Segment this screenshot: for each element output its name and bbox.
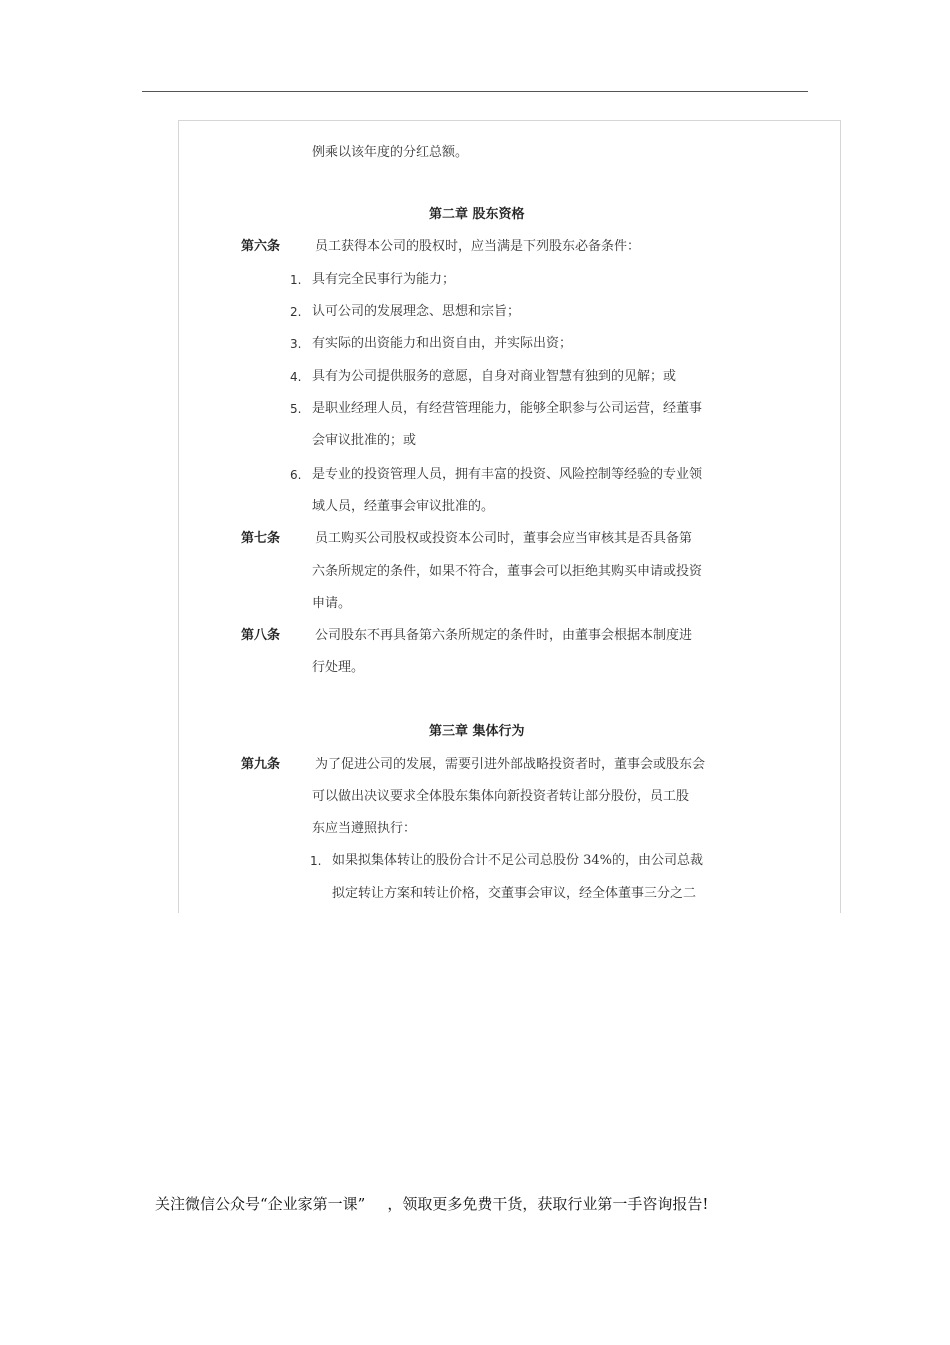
article6-item3-text: 有实际的出资能力和出资自由，并实际出资； bbox=[312, 336, 573, 351]
article8-line1: 公司股东不再具备第六条所规定的条件时，由董事会根据本制度进 bbox=[315, 628, 693, 643]
article6-item4-text: 具有为公司提供服务的意愿，自身对商业智慧有独到的见解；或 bbox=[312, 369, 677, 384]
article6-item5-num: 5. bbox=[290, 402, 302, 416]
article6-item3-num: 3. bbox=[290, 337, 302, 351]
intro-line: 例乘以该年度的分红总额。 bbox=[312, 145, 469, 160]
article9-item1-line2: 拟定转让方案和转让价格，交董事会审议，经全体董事三分之二 bbox=[332, 886, 697, 901]
document-page bbox=[178, 120, 841, 913]
article6-item6-num: 6. bbox=[290, 468, 302, 482]
article6-text: 员工获得本公司的股权时，应当满是下列股东必备条件： bbox=[315, 239, 641, 254]
article7-line2: 六条所规定的条件，如果不符合，董事会可以拒绝其购买申请或投资 bbox=[312, 564, 703, 579]
article7-line3: 申请。 bbox=[312, 596, 352, 611]
article7-line1: 员工购买公司股权或投资本公司时，董事会应当审核其是否具备第 bbox=[315, 531, 693, 546]
article6-item4-num: 4. bbox=[290, 370, 302, 384]
footer-promo-part2: ，领取更多免费干货，获取行业第一手咨询报告! bbox=[387, 1195, 709, 1213]
article6-item6-line2: 域人员，经董事会审议批准的。 bbox=[312, 499, 495, 514]
article6-item6-line1: 是专业的投资管理人员，拥有丰富的投资、风险控制等经验的专业领 bbox=[312, 467, 703, 482]
article9-line1: 为了促进公司的发展，需要引进外部战略投资者时，董事会或股东会 bbox=[315, 757, 706, 772]
article8-line2: 行处理。 bbox=[312, 660, 365, 675]
article6-item2-num: 2. bbox=[290, 305, 302, 319]
article6-item5-line1: 是职业经理人员，有经营管理能力，能够全职参与公司运营，经董事 bbox=[312, 401, 703, 416]
footer-promo bbox=[155, 1193, 708, 1214]
article9-item1-line1: 如果拟集体转让的股份合计不足公司总股份 34%的，由公司总裁 bbox=[332, 853, 704, 868]
article9-item1-num: 1. bbox=[310, 854, 322, 868]
article9-label: 第九条 bbox=[241, 757, 281, 772]
article6-item1-text: 具有完全民事行为能力； bbox=[312, 272, 456, 287]
footer-promo-part1: 关注微信公众号“企业家第一课” bbox=[155, 1195, 366, 1213]
article8-label: 第八条 bbox=[241, 628, 281, 643]
article9-line3: 东应当遵照执行： bbox=[312, 821, 417, 836]
article9-line2: 可以做出决议要求全体股东集体向新投资者转让部分股份，员工股 bbox=[312, 789, 690, 804]
chapter3-title: 第三章 集体行为 bbox=[429, 724, 525, 739]
article6-item2-text: 认可公司的发展理念、思想和宗旨； bbox=[312, 304, 521, 319]
chapter2-title: 第二章 股东资格 bbox=[429, 207, 525, 222]
article6-label: 第六条 bbox=[241, 239, 281, 254]
document-body bbox=[179, 121, 840, 913]
article6-item5-line2: 会审议批准的；或 bbox=[312, 433, 417, 448]
article6-item1-num: 1. bbox=[290, 273, 302, 287]
header-rule bbox=[142, 91, 808, 92]
article7-label: 第七条 bbox=[241, 531, 281, 546]
